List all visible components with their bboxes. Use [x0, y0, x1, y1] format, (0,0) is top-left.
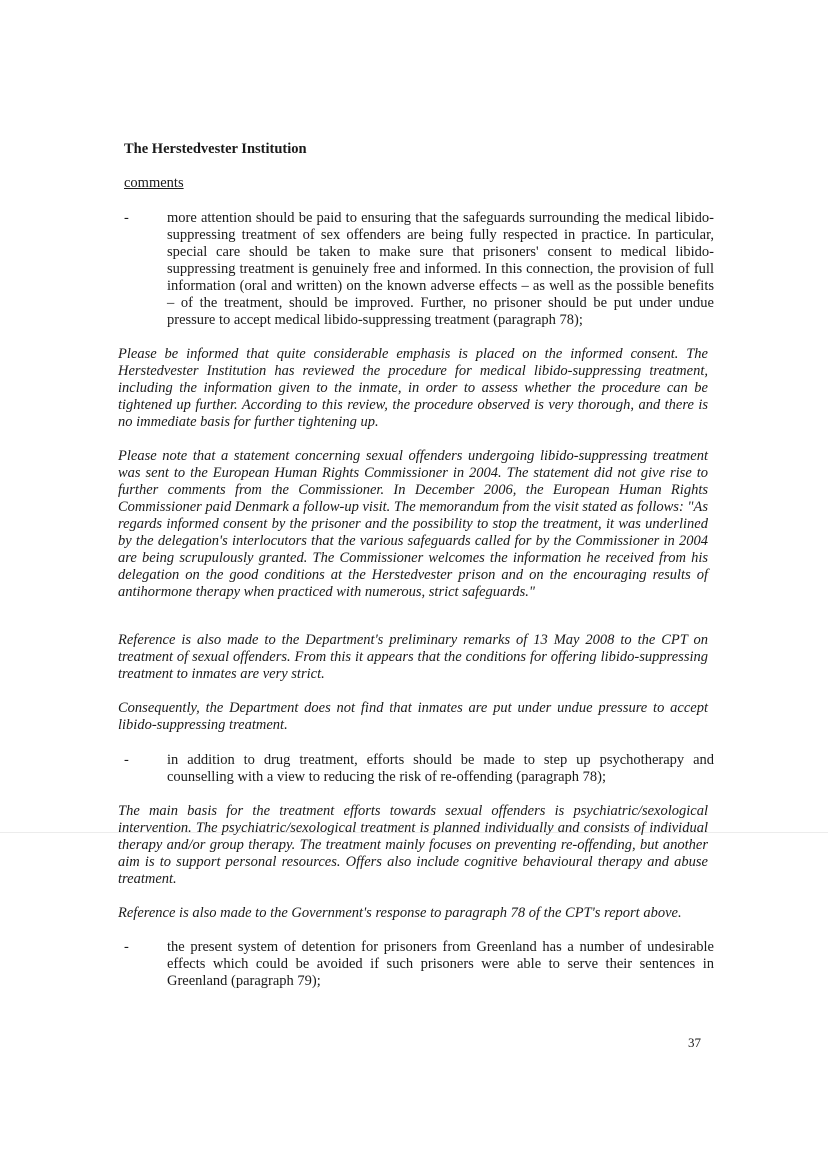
bullet-marker: - [124, 939, 129, 955]
bullet-item [124, 210, 714, 329]
bullet-text: more attention should be paid to ensuring that the safeguards surrounding the medical libido-suppressing treatment of sex offenders are being fully respected in practice. In particular, special care should be taken to make sure that prisoners' consent to medical libido-suppressing treatment is genuinely free and informed. In this connection, the provision of full information (oral and written) on the known adverse effects – as well as the possible benefits – of the treatment, should be improved. Further, no prisoner should be put under undue pressure to accept medical libido-suppressing treatment (paragraph 78); [167, 210, 714, 328]
response-paragraph: The main basis for the treatment efforts towards sexual offenders is psychiatric/sexological intervention. The psychiatric/sexological treatment is planned individually and consists of individual therapy and/or group therapy. The treatment mainly focuses on preventing re-offending, but another aim is to support personal resources. Offers also include cognitive behavioural therapy and abuse treatment. [118, 803, 708, 887]
bullet-marker: - [124, 752, 129, 768]
bullet-marker: - [124, 210, 129, 226]
page-number: 37 [688, 1035, 701, 1050]
response-paragraph: Reference is also made to the Department's preliminary remarks of 13 May 2008 to the CPT on treatment of sexual offenders. From this it appears that the conditions for offering libido-suppressing treatment to inmates are very strict. [118, 632, 708, 682]
comments-subheading: comments [124, 175, 184, 191]
response-paragraph: Please note that a statement concerning sexual offenders undergoing libido-suppressing treatment was sent to the European Human Rights Commissioner in 2004. The statement did not give rise to further comments from the Commissioner. In December 2006, the European Human Rights Commissioner paid Denmark a follow-up visit. The memorandum from the visit stated as follows: "As regards informed consent by the prisoner and the possibility to stop the treatment, it was underlined by the delegation's interlocutors that the various safeguards called for by the Commissioner in 2004 are being scrupulously granted. The Commissioner welcomes the information he received from his delegation on the good conditions at the Herstedvester prison and on the encouraging results of antihormone therapy when practiced with numerous, strict safeguards." [118, 448, 708, 600]
response-paragraph: Reference is also made to the Government's response to paragraph 78 of the CPT's report above. [118, 905, 682, 921]
bullet-text: the present system of detention for prisoners from Greenland has a number of undesirable effects which could be avoided if such prisoners were able to serve their sentences in Greenland (paragraph 79); [167, 939, 714, 989]
section-heading: The Herstedvester Institution [124, 141, 307, 157]
response-paragraph: Please be informed that quite considerable emphasis is placed on the informed consent. The Herstedvester Institution has reviewed the procedure for medical libido-suppressing treatment, including the information given to the inmate, in order to assess whether the procedure can be tightened up further. According to this review, the procedure observed is very thorough, and there is no immediate basis for further tightening up. [118, 346, 708, 430]
bullet-item [124, 939, 714, 990]
bullet-text: in addition to drug treatment, efforts should be made to step up psychotherapy and counselling with a view to reducing the risk of re-offending (paragraph 78); [167, 752, 714, 785]
bullet-item [124, 752, 714, 786]
response-paragraph: Consequently, the Department does not find that inmates are put under undue pressure to accept libido-suppressing treatment. [118, 700, 708, 733]
